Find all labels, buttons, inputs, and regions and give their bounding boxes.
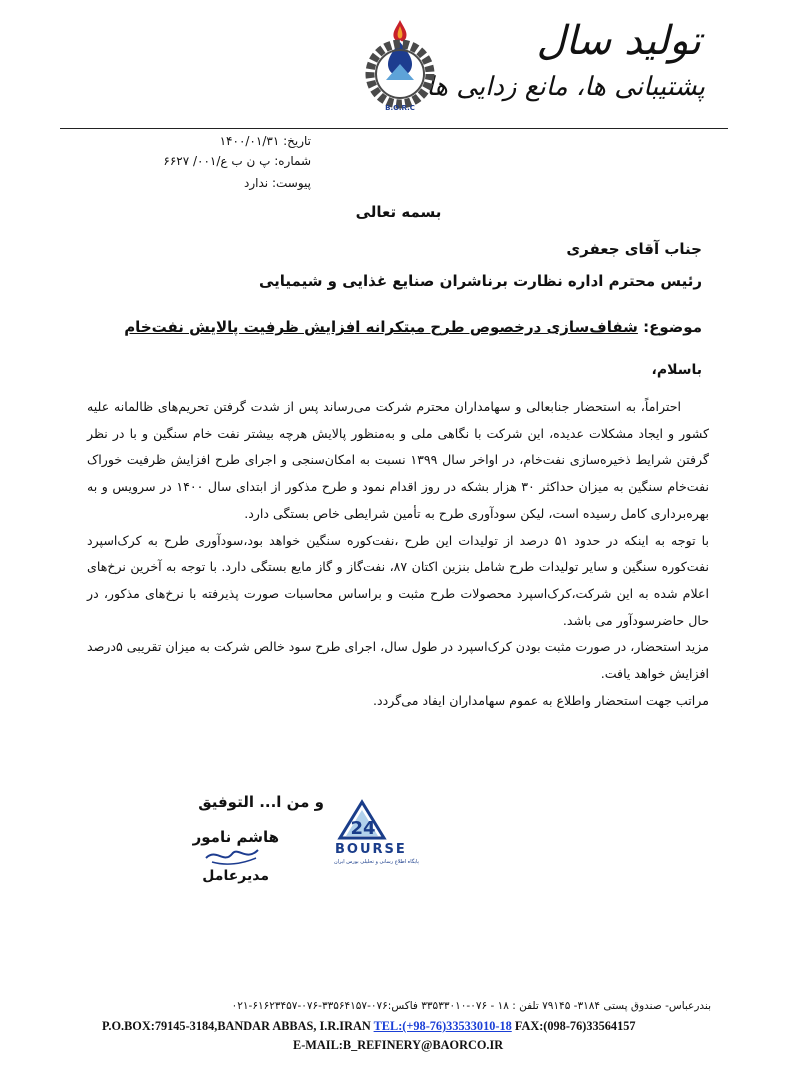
body-paragraph: احتراماً، به استحضار جنابعالی و سهامداران محترم شرکت می‌رساند پس از شدت گرفتن تحریم‌های ظالمانه علیه کشور و ایجاد مشکلات عدیده، این شرکت با نگاهی ملی و به‌منظور پالایش هرچه بیشتر نفت خام سنگین و با در نظر گرفتن شرایط ذخیره‌سازی نفت‌خام، در اواخر سال ۱۳۹۹ نسبت به امکان‌سنجی و اجرای طرح افزایش ظرفیت خوراک نفت‌خام سنگین به میزان حداکثر ۳۰ هزار بشکه در روز اقدام نمود و طرح مذکور از ابتدای سال ۱۴۰۰ در سرویس و به بهره‌برداری کامل رسیده است، لیکن سودآوری طرح به تأمین شرایطی خاص بستگی دارد. [87,399,709,521]
logo-text: B.O.R.C [385,104,415,112]
body-paragraph: مراتب جهت استحضار واطلاع به عموم سهامداران ایفاد می‌گردد. [373,692,709,708]
letter-date: تاریخ: ۱۴۰۰/۰۱/۳۱ [219,134,311,148]
footer-tel-link[interactable]: TEL:(+98-76)33533010-18 [373,1019,512,1033]
bourse-logo [332,798,418,868]
header-divider [60,128,728,129]
slogan-subtitle: پشتیبانی ها، مانع زدایی ها [426,72,705,102]
footer-email: E-MAIL:B_REFINERY@BAORCO.IR [293,1038,504,1052]
slogan-title: تولید سال [536,18,701,64]
footer-persian-address: بندرعباس- صندوق پستی ۳۱۸۴- ۷۹۱۴۵ تلفن : ۱۸ - ۰۷۶-۳۳۵۳۳۰۱۰ فاکس:۰۷۶-۳۳۵۶۴۱۵۷-۰۷۶-۶۱۶۲۳۴۵۷-۰۲۱ [231,1000,711,1012]
footer-english-address [102,1019,718,1034]
letter-body [87,394,709,714]
subject-text: شفاف‌سازی درخصوص طرح مبتکرانه افزایش ظرفیت پالایش نفت‌خام [124,318,638,336]
bourse-name: BOURSE [335,842,407,857]
subject-line [124,318,702,336]
signer-role: مدیرعامل [202,868,269,884]
recipient-title: رئیس محترم اداره نظارت برناشران صنایع غذایی و شیمیایی [258,272,702,290]
letter-attachment: پیوست: ندارد [244,176,311,190]
bourse-subtitle: پایگاه اطلاع رسانی و تحلیلی بورس ایران [334,859,419,865]
greeting: باسلام، [651,362,702,378]
letter-number: شماره: پ ن ب ع/۰۰۱/ ۶۶۲۷ [163,154,311,168]
subject-label: موضوع: [643,318,702,336]
handwritten-signature [202,840,262,870]
basmala-heading: بسمه تعالی [355,203,442,221]
bourse-number: 24 [350,818,376,839]
footer-address: P.O.BOX:79145-3184,BANDAR ABBAS, I.R.IRAN [102,1019,374,1033]
body-paragraph: با توجه به اینکه در حدود ۵۱ درصد از تولیدات این طرح ،نفت‌کوره سنگین خواهد بود،سودآوری طرح به کرک‌اسپرد نفت‌کوره سنگین و سایر تولیدات طرح شامل بنزین اکتان ۸۷، نفت‌گاز و گاز مایع بستگی دارد. با توجه به آخرین نرخ‌های اعلام شده به این شرکت،کرک‌اسپرد محصولات طرح مثبت و براساس محاسبات صورت پذیرفته با نرخ‌های مذکور، در حال حاضرسودآور می باشد. [87,532,710,628]
company-logo [352,18,448,118]
footer-fax: FAX:(098-76)33564157 [511,1019,636,1033]
signature-closing: و من ا... التوفیق [198,793,324,811]
body-paragraph: مزید استحضار، در صورت مثبت بودن کرک‌اسپرد در طول سال، اجرای طرح سود خالص شرکت به میزان تقریبی ۵درصد افزایش خواهد یافت. [87,639,709,682]
recipient-name: جناب آقای جعفری [566,240,702,258]
signer-name: هاشم نامور [192,828,279,846]
